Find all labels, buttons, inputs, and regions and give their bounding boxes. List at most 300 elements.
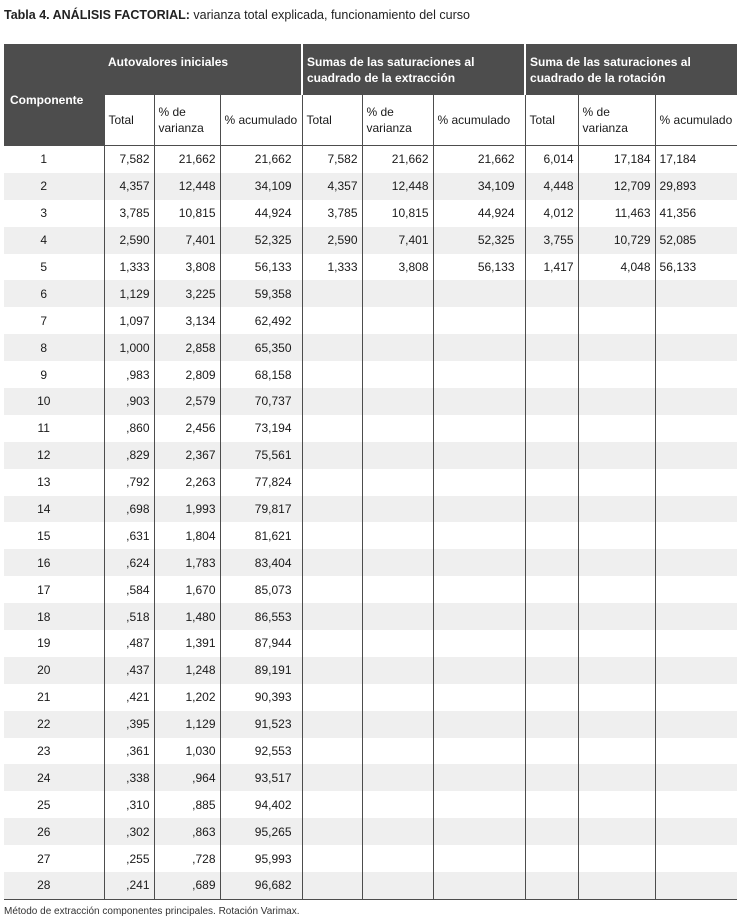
value-cell — [525, 549, 578, 576]
value-cell: 94,402 — [220, 791, 302, 818]
value-cell: 95,265 — [220, 818, 302, 845]
value-cell — [525, 334, 578, 361]
header-pct-cumulative: % acumulado — [655, 95, 737, 146]
value-cell — [433, 549, 525, 576]
value-cell — [362, 549, 433, 576]
value-cell: ,302 — [104, 818, 154, 845]
value-cell: 21,662 — [154, 146, 220, 173]
table-body — [4, 146, 737, 900]
value-cell — [655, 684, 737, 711]
value-cell: ,487 — [104, 630, 154, 657]
component-cell: 3 — [4, 200, 104, 227]
value-cell: 3,755 — [525, 227, 578, 254]
table-row — [4, 549, 737, 576]
value-cell — [578, 576, 655, 603]
value-cell — [362, 280, 433, 307]
value-cell: ,698 — [104, 496, 154, 523]
value-cell — [362, 845, 433, 872]
value-cell — [302, 872, 362, 899]
value-cell — [433, 334, 525, 361]
value-cell — [433, 469, 525, 496]
value-cell — [525, 469, 578, 496]
caption-label: Tabla 4. ANÁLISIS FACTORIAL: — [4, 8, 190, 22]
value-cell — [362, 872, 433, 899]
table-row — [4, 872, 737, 899]
value-cell: 70,737 — [220, 388, 302, 415]
table-row — [4, 764, 737, 791]
value-cell — [362, 657, 433, 684]
value-cell: 79,817 — [220, 496, 302, 523]
value-cell — [302, 522, 362, 549]
value-cell: 10,815 — [362, 200, 433, 227]
value-cell — [525, 738, 578, 765]
header-pct-cumulative: % acumulado — [433, 95, 525, 146]
component-cell: 25 — [4, 791, 104, 818]
value-cell — [525, 684, 578, 711]
value-cell: ,624 — [104, 549, 154, 576]
table-row — [4, 657, 737, 684]
value-cell — [655, 442, 737, 469]
value-cell: 3,134 — [154, 307, 220, 334]
value-cell: 95,993 — [220, 845, 302, 872]
value-cell: 1,804 — [154, 522, 220, 549]
value-cell — [433, 791, 525, 818]
value-cell — [433, 307, 525, 334]
value-cell: 2,590 — [302, 227, 362, 254]
value-cell — [433, 684, 525, 711]
value-cell — [655, 711, 737, 738]
value-cell — [655, 361, 737, 388]
value-cell: ,903 — [104, 388, 154, 415]
component-cell: 12 — [4, 442, 104, 469]
value-cell — [302, 738, 362, 765]
value-cell: 56,133 — [220, 254, 302, 281]
value-cell — [655, 630, 737, 657]
value-cell: 12,448 — [362, 173, 433, 200]
component-cell: 7 — [4, 307, 104, 334]
value-cell — [362, 738, 433, 765]
value-cell: 7,582 — [104, 146, 154, 173]
value-cell — [362, 764, 433, 791]
caption-text: varianza total explicada, funcionamiento del curso — [189, 8, 470, 22]
value-cell — [525, 764, 578, 791]
value-cell — [433, 496, 525, 523]
value-cell — [525, 818, 578, 845]
value-cell — [362, 684, 433, 711]
value-cell: 1,030 — [154, 738, 220, 765]
table-row — [4, 254, 737, 281]
value-cell — [525, 603, 578, 630]
table-row — [4, 388, 737, 415]
value-cell: 2,590 — [104, 227, 154, 254]
value-cell — [578, 415, 655, 442]
component-cell: 24 — [4, 764, 104, 791]
component-cell: 8 — [4, 334, 104, 361]
value-cell: 75,561 — [220, 442, 302, 469]
value-cell: 56,133 — [655, 254, 737, 281]
value-cell — [525, 280, 578, 307]
component-cell: 22 — [4, 711, 104, 738]
value-cell: 93,517 — [220, 764, 302, 791]
value-cell: ,728 — [154, 845, 220, 872]
value-cell: 6,014 — [525, 146, 578, 173]
value-cell: 10,729 — [578, 227, 655, 254]
value-cell: ,421 — [104, 684, 154, 711]
table-row — [4, 469, 737, 496]
value-cell — [362, 388, 433, 415]
table-row — [4, 361, 737, 388]
value-cell — [302, 845, 362, 872]
value-cell — [362, 496, 433, 523]
value-cell: ,863 — [154, 818, 220, 845]
value-cell — [302, 657, 362, 684]
value-cell: 96,682 — [220, 872, 302, 899]
value-cell — [578, 845, 655, 872]
value-cell: 1,000 — [104, 334, 154, 361]
value-cell — [655, 818, 737, 845]
value-cell: 73,194 — [220, 415, 302, 442]
value-cell: ,983 — [104, 361, 154, 388]
value-cell — [655, 657, 737, 684]
table-row — [4, 334, 737, 361]
value-cell — [302, 469, 362, 496]
component-cell: 18 — [4, 603, 104, 630]
header-total: Total — [525, 95, 578, 146]
value-cell — [362, 442, 433, 469]
value-cell — [525, 496, 578, 523]
table-row — [4, 845, 737, 872]
value-cell — [655, 307, 737, 334]
value-cell — [525, 657, 578, 684]
value-cell — [578, 738, 655, 765]
value-cell — [433, 711, 525, 738]
table-row — [4, 415, 737, 442]
component-cell: 28 — [4, 872, 104, 899]
value-cell: 1,993 — [154, 496, 220, 523]
value-cell: 3,808 — [154, 254, 220, 281]
value-cell: 10,815 — [154, 200, 220, 227]
value-cell — [433, 280, 525, 307]
value-cell — [525, 415, 578, 442]
value-cell: ,518 — [104, 603, 154, 630]
value-cell — [655, 603, 737, 630]
value-cell — [578, 549, 655, 576]
value-cell: 34,109 — [433, 173, 525, 200]
value-cell: ,395 — [104, 711, 154, 738]
value-cell — [578, 522, 655, 549]
value-cell: 21,662 — [220, 146, 302, 173]
value-cell — [433, 522, 525, 549]
value-cell: 1,097 — [104, 307, 154, 334]
value-cell — [578, 657, 655, 684]
value-cell — [302, 791, 362, 818]
value-cell: 17,184 — [655, 146, 737, 173]
value-cell: 2,456 — [154, 415, 220, 442]
value-cell: 4,357 — [302, 173, 362, 200]
value-cell: ,584 — [104, 576, 154, 603]
value-cell: 3,808 — [362, 254, 433, 281]
value-cell — [525, 361, 578, 388]
value-cell: 2,367 — [154, 442, 220, 469]
value-cell — [433, 442, 525, 469]
value-cell: 1,670 — [154, 576, 220, 603]
value-cell — [433, 845, 525, 872]
value-cell: 44,924 — [433, 200, 525, 227]
value-cell: 83,404 — [220, 549, 302, 576]
value-cell — [433, 388, 525, 415]
value-cell — [655, 549, 737, 576]
component-cell: 23 — [4, 738, 104, 765]
value-cell — [362, 603, 433, 630]
component-cell: 21 — [4, 684, 104, 711]
value-cell — [578, 442, 655, 469]
table-row — [4, 280, 737, 307]
header-componente: Componente — [4, 44, 104, 146]
value-cell — [433, 818, 525, 845]
value-cell — [433, 361, 525, 388]
value-cell: 3,785 — [302, 200, 362, 227]
value-cell: 56,133 — [433, 254, 525, 281]
value-cell: 12,448 — [154, 173, 220, 200]
header-pct-variance: % de varianza — [362, 95, 433, 146]
component-cell: 27 — [4, 845, 104, 872]
table-row — [4, 630, 737, 657]
value-cell: 65,350 — [220, 334, 302, 361]
value-cell: 1,480 — [154, 603, 220, 630]
value-cell: ,792 — [104, 469, 154, 496]
header-pct-cumulative: % acumulado — [220, 95, 302, 146]
value-cell — [433, 872, 525, 899]
component-cell: 5 — [4, 254, 104, 281]
table-row — [4, 227, 737, 254]
value-cell — [302, 388, 362, 415]
value-cell: 91,523 — [220, 711, 302, 738]
value-cell — [578, 872, 655, 899]
value-cell: 85,073 — [220, 576, 302, 603]
value-cell — [525, 388, 578, 415]
value-cell: 21,662 — [433, 146, 525, 173]
value-cell: 81,621 — [220, 522, 302, 549]
value-cell — [525, 522, 578, 549]
value-cell — [578, 334, 655, 361]
value-cell: 7,401 — [362, 227, 433, 254]
value-cell — [578, 764, 655, 791]
value-cell — [578, 630, 655, 657]
value-cell — [302, 549, 362, 576]
value-cell — [578, 361, 655, 388]
value-cell: ,689 — [154, 872, 220, 899]
header-group-rotation: Suma de las saturaciones al cuadrado de la rotación — [525, 44, 737, 95]
value-cell — [578, 684, 655, 711]
value-cell: ,631 — [104, 522, 154, 549]
component-cell: 16 — [4, 549, 104, 576]
header-total: Total — [104, 95, 154, 146]
header-pct-variance: % de varianza — [578, 95, 655, 146]
value-cell — [655, 496, 737, 523]
value-cell — [362, 522, 433, 549]
value-cell — [655, 764, 737, 791]
table-row — [4, 173, 737, 200]
value-cell — [302, 307, 362, 334]
value-cell — [655, 388, 737, 415]
component-cell: 13 — [4, 469, 104, 496]
value-cell — [433, 630, 525, 657]
factor-analysis-table — [4, 44, 737, 900]
value-cell — [578, 280, 655, 307]
value-cell — [362, 711, 433, 738]
value-cell — [655, 280, 737, 307]
value-cell: 52,085 — [655, 227, 737, 254]
value-cell: 29,893 — [655, 173, 737, 200]
value-cell: 34,109 — [220, 173, 302, 200]
value-cell: ,860 — [104, 415, 154, 442]
value-cell: 12,709 — [578, 173, 655, 200]
value-cell — [525, 791, 578, 818]
value-cell — [302, 764, 362, 791]
value-cell — [302, 280, 362, 307]
value-cell: ,964 — [154, 764, 220, 791]
value-cell — [655, 576, 737, 603]
table-row — [4, 442, 737, 469]
value-cell — [655, 522, 737, 549]
value-cell: ,255 — [104, 845, 154, 872]
value-cell: ,885 — [154, 791, 220, 818]
component-cell: 15 — [4, 522, 104, 549]
component-cell: 14 — [4, 496, 104, 523]
value-cell — [578, 791, 655, 818]
component-cell: 11 — [4, 415, 104, 442]
value-cell — [362, 307, 433, 334]
value-cell — [525, 711, 578, 738]
value-cell — [525, 576, 578, 603]
footnote: Método de extracción componentes principales. Rotación Varimax. — [4, 906, 300, 917]
value-cell: ,338 — [104, 764, 154, 791]
value-cell — [655, 845, 737, 872]
value-cell: ,310 — [104, 791, 154, 818]
value-cell: 2,858 — [154, 334, 220, 361]
value-cell: 21,662 — [362, 146, 433, 173]
value-cell: 92,553 — [220, 738, 302, 765]
value-cell: 52,325 — [220, 227, 302, 254]
table-caption — [4, 8, 470, 22]
value-cell — [578, 496, 655, 523]
value-cell: 3,225 — [154, 280, 220, 307]
table-row — [4, 200, 737, 227]
value-cell: 2,579 — [154, 388, 220, 415]
value-cell — [525, 442, 578, 469]
value-cell: 4,048 — [578, 254, 655, 281]
value-cell — [578, 711, 655, 738]
value-cell: 41,356 — [655, 200, 737, 227]
value-cell: 1,129 — [104, 280, 154, 307]
value-cell — [433, 738, 525, 765]
value-cell — [433, 764, 525, 791]
table-row — [4, 738, 737, 765]
component-cell: 9 — [4, 361, 104, 388]
value-cell: 89,191 — [220, 657, 302, 684]
value-cell — [362, 576, 433, 603]
value-cell: 59,358 — [220, 280, 302, 307]
value-cell: 3,785 — [104, 200, 154, 227]
value-cell — [362, 818, 433, 845]
value-cell: 4,357 — [104, 173, 154, 200]
value-cell: 52,325 — [433, 227, 525, 254]
value-cell — [655, 791, 737, 818]
component-cell: 10 — [4, 388, 104, 415]
table-row — [4, 791, 737, 818]
component-cell: 2 — [4, 173, 104, 200]
value-cell: 4,012 — [525, 200, 578, 227]
value-cell: 1,202 — [154, 684, 220, 711]
table-row — [4, 576, 737, 603]
value-cell: ,437 — [104, 657, 154, 684]
value-cell — [578, 307, 655, 334]
header-group-extraction: Sumas de las saturaciones al cuadrado de la extracción — [302, 44, 525, 95]
value-cell — [578, 603, 655, 630]
value-cell: 62,492 — [220, 307, 302, 334]
value-cell: 1,129 — [154, 711, 220, 738]
value-cell — [525, 630, 578, 657]
value-cell — [362, 415, 433, 442]
value-cell: 7,401 — [154, 227, 220, 254]
value-cell: 87,944 — [220, 630, 302, 657]
value-cell: ,241 — [104, 872, 154, 899]
component-cell: 17 — [4, 576, 104, 603]
value-cell — [525, 845, 578, 872]
value-cell — [578, 469, 655, 496]
header-group-initial: Autovalores iniciales — [104, 44, 302, 95]
value-cell — [655, 469, 737, 496]
table-row — [4, 711, 737, 738]
component-cell: 26 — [4, 818, 104, 845]
table-row — [4, 603, 737, 630]
header-pct-variance: % de varianza — [154, 95, 220, 146]
value-cell: ,361 — [104, 738, 154, 765]
value-cell — [578, 818, 655, 845]
value-cell — [302, 361, 362, 388]
value-cell: 7,582 — [302, 146, 362, 173]
value-cell — [655, 415, 737, 442]
value-cell: 86,553 — [220, 603, 302, 630]
value-cell — [433, 576, 525, 603]
value-cell — [362, 791, 433, 818]
component-cell: 1 — [4, 146, 104, 173]
value-cell — [362, 630, 433, 657]
value-cell: 77,824 — [220, 469, 302, 496]
value-cell — [302, 496, 362, 523]
value-cell: 1,248 — [154, 657, 220, 684]
value-cell: 90,393 — [220, 684, 302, 711]
value-cell — [302, 711, 362, 738]
value-cell: 1,783 — [154, 549, 220, 576]
table-row — [4, 818, 737, 845]
value-cell — [655, 872, 737, 899]
value-cell — [362, 469, 433, 496]
value-cell — [302, 334, 362, 361]
table-row — [4, 496, 737, 523]
value-cell — [302, 818, 362, 845]
value-cell: 1,391 — [154, 630, 220, 657]
value-cell — [362, 361, 433, 388]
value-cell — [578, 388, 655, 415]
value-cell — [525, 307, 578, 334]
value-cell — [302, 684, 362, 711]
value-cell: 1,417 — [525, 254, 578, 281]
table-row — [4, 307, 737, 334]
value-cell — [433, 603, 525, 630]
value-cell: 44,924 — [220, 200, 302, 227]
table-row — [4, 684, 737, 711]
